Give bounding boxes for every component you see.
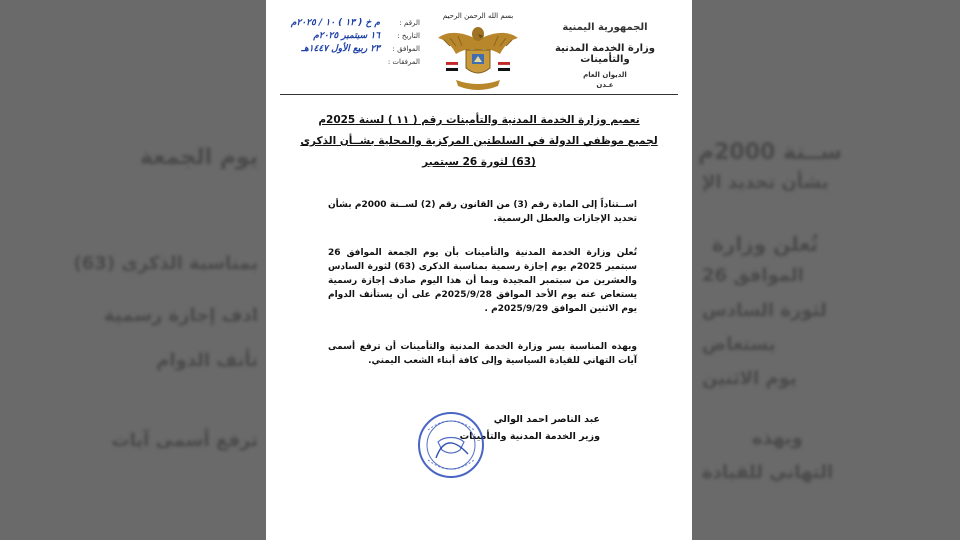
hijri-date-label: الموافق :	[392, 44, 420, 53]
ghost-text: تأنف الدوام	[156, 350, 258, 371]
attachments-label: المرفقات :	[387, 57, 420, 66]
official-stamp-icon	[416, 410, 486, 480]
date-value: ١٦ سبتمبر ٢٠٢٥م	[313, 30, 380, 41]
signatory-name: عبد الناصر احمد الوالي	[493, 414, 600, 425]
paragraph-congratulations: وبهذه المناسبة يسر وزارة الخدمة المدنية والتأمينات أن ترفع أسمى آيات التهاني للقيادة السياسية وإلى كافة أبناء الشعب اليمني.	[328, 342, 637, 366]
ghost-text: وبهذه	[752, 428, 803, 449]
ghost-text: التهاني للقيادة	[702, 462, 834, 483]
ghost-text: يوم الجمعة	[139, 145, 258, 170]
background-right	[692, 0, 960, 540]
ghost-text: بشأن تحديد الإ	[702, 172, 829, 193]
letterhead-ministry	[540, 22, 670, 89]
date-row	[280, 29, 420, 42]
ghost-text: الموافق 26	[702, 265, 804, 286]
date-label: التاريخ :	[397, 31, 420, 40]
paragraph-legal-basis: اســتناداً إلى المادة رقم (3) من القانون رقم (2) لســنة 2000م بشأن تحديد الإجازات والعطل الرسمية.	[328, 200, 638, 224]
background-left	[0, 0, 266, 540]
signatory-title: وزير الخدمة المدنية والتأمينات	[459, 431, 600, 442]
reference-block	[280, 16, 420, 68]
reference-number-row	[280, 16, 420, 29]
ghost-text: لثورة السادس	[702, 300, 827, 321]
ghost-text: بمناسبة الذكرى (63)	[73, 253, 258, 274]
hijri-date-row	[280, 42, 420, 55]
circular-title-line-3: (63) لثورة 26 سبتمبر	[422, 156, 536, 168]
yemen-eagle-emblem-icon	[434, 10, 522, 100]
ghost-text: تُعلن وزارة	[712, 232, 819, 256]
circular-title-line-1: تعميم وزارة الخدمة المدنية والتأمينات رقم ( ١١ ) لسنة 2025م	[318, 114, 640, 126]
office-name: الديوان العام	[583, 71, 627, 79]
paragraph-holiday-announcement: تُعلن وزارة الخدمة المدنية والتأمينات بأن يوم الجمعة الموافق 26 سبتمبر 2025م يوم إجازة رسمية بمناسبة الذكرى (63) لثورة السادس والعشرين من سبتمبر المجيدة وبما أن هذا اليوم صادف إجازة رسمية يستعاض عنه يوم الأحد الموافق 2025/9/28م على أن يستأنف الدوام يوم الاثنين الموافق 2025/9/29م .	[328, 248, 638, 314]
ghost-text: ســنة 2000م	[698, 140, 843, 165]
reference-number-value: م خ ( ١٣ ) ١٠ / ٢٠٢٥م	[290, 17, 380, 28]
ghost-text: يوم الاثنين	[702, 368, 797, 389]
header-divider	[280, 94, 678, 95]
ghost-text: يستعاض	[702, 334, 776, 355]
republic-name: الجمهورية اليمنية	[562, 22, 648, 33]
bismillah-text: بسم الله الرحمن الرحيم	[442, 12, 514, 20]
city-name: عـدن	[596, 81, 614, 89]
ministry-name: وزارة الخدمة المدنية والتأمينات	[554, 43, 655, 65]
attachments-row	[280, 55, 420, 68]
ghost-text: ترفع أسمى آيات	[111, 430, 258, 451]
reference-number-label: الرقم :	[399, 18, 420, 27]
document-page	[266, 0, 692, 540]
circular-title-line-2: لجميع موظفي الدولة في السلطتين المركزية والمحلية بشــأن الذكرى	[300, 135, 658, 147]
ghost-text: ادف إجازة رسمية	[103, 305, 258, 326]
hijri-date-value: ٢٣ ربيع الأول ١٤٤٧هـ	[301, 43, 380, 54]
